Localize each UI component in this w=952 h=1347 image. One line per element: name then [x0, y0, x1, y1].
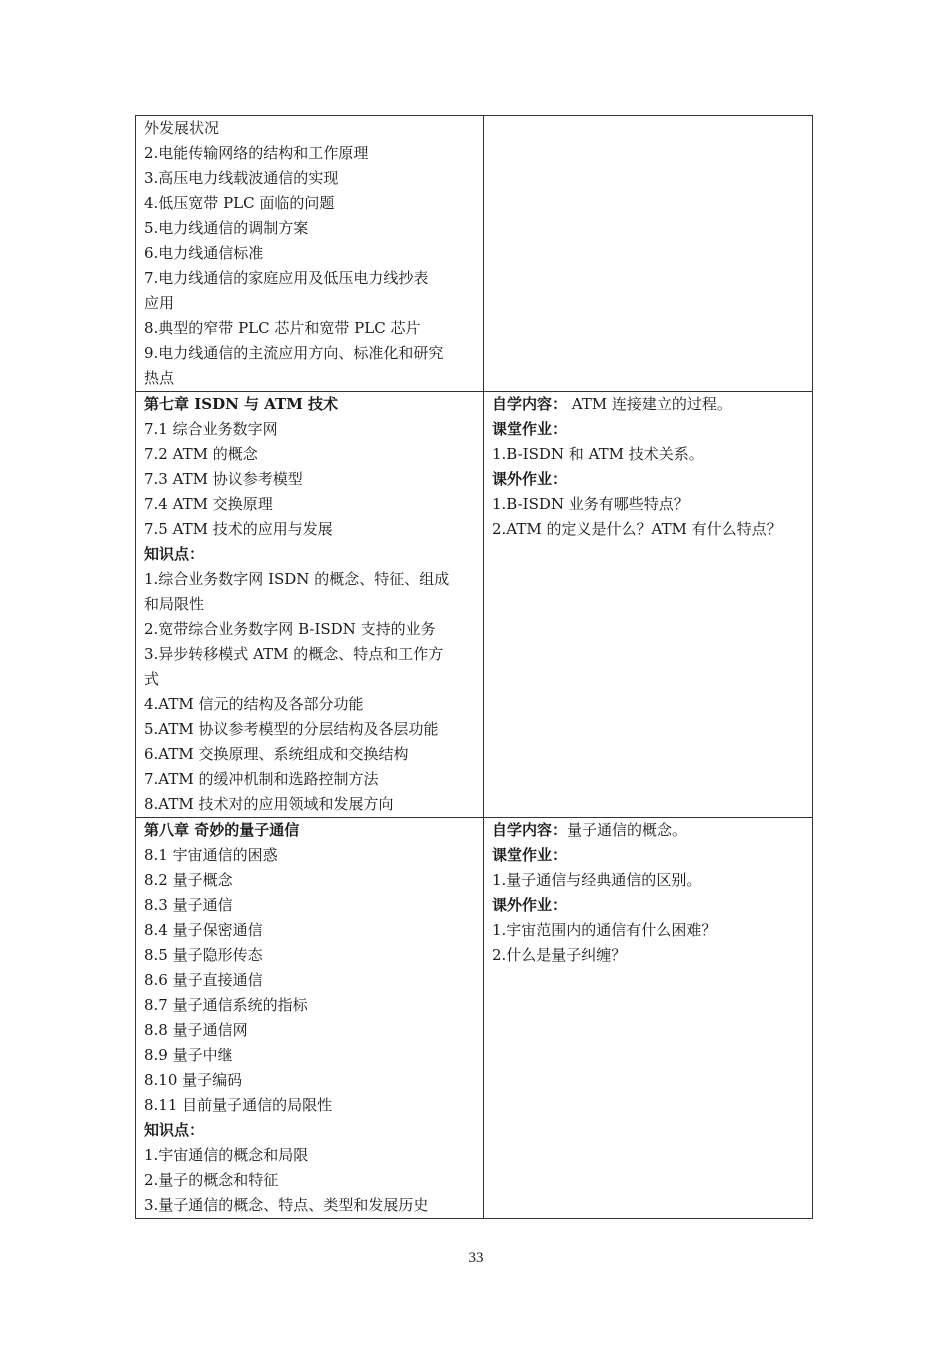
content-line: 7.2 ATM 的概念 — [144, 445, 258, 463]
content-line: 7.ATM 的缓冲机制和选路控制方法 — [144, 770, 379, 788]
content-line: 外发展状况 — [144, 119, 220, 137]
content-line: 8.ATM 技术对的应用领域和发展方向 — [144, 795, 394, 813]
content-line: 8.6 量子直接通信 — [144, 971, 263, 989]
assignment-line — [492, 818, 806, 843]
content-line: 和局限性 — [144, 595, 205, 613]
content-line: 8.7 量子通信系统的指标 — [144, 996, 308, 1014]
table-row — [136, 116, 813, 392]
content-line: 7.5 ATM 技术的应用与发展 — [144, 520, 333, 538]
content-line: 式 — [144, 670, 160, 688]
content-line: 6.ATM 交换原理、系统组成和交换结构 — [144, 745, 409, 763]
assignment-text: 1.B-ISDN 业务有哪些特点？ — [492, 495, 689, 513]
assignment-label: 课外作业： — [492, 896, 568, 914]
content-line: 7.1 综合业务数字网 — [144, 420, 278, 438]
content-line: 6.电力线通信标准 — [144, 244, 264, 262]
chapter-content-cell — [136, 392, 484, 818]
assignment-text: 量子通信的概念。 — [567, 821, 688, 839]
assignment-line — [492, 417, 806, 442]
content-line: 2.电能传输网络的结构和工作原理 — [144, 144, 369, 162]
assignment-line — [492, 392, 806, 417]
assignment-label: 课堂作业： — [492, 846, 568, 864]
content-line: 4.低压宽带 PLC 面临的问题 — [144, 194, 335, 212]
assignment-cell — [484, 392, 813, 818]
assignment-text: 1.B-ISDN 和 ATM 技术关系。 — [492, 445, 704, 463]
content-line: 5.ATM 协议参考模型的分层结构及各层功能 — [144, 720, 439, 738]
page-number: 33 — [468, 1250, 484, 1266]
section-heading: 第八章 奇妙的量子通信 — [144, 821, 300, 839]
content-line: 3.量子通信的概念、特点、类型和发展历史 — [144, 1196, 429, 1214]
assignment-line — [492, 467, 806, 492]
assignment-cell — [484, 116, 813, 392]
content-line: 2.量子的概念和特征 — [144, 1171, 279, 1189]
assignment-line — [492, 517, 806, 542]
assignment-text: 2.ATM 的定义是什么？ATM 有什么特点？ — [492, 520, 782, 538]
content-line: 1.综合业务数字网 ISDN 的概念、特征、组成 — [144, 570, 450, 588]
assignment-line — [492, 893, 806, 918]
content-line: 3.异步转移模式 ATM 的概念、特点和工作方 — [144, 645, 444, 663]
section-heading: 知识点： — [144, 1121, 205, 1139]
content-line: 2.宽带综合业务数字网 B-ISDN 支持的业务 — [144, 620, 436, 638]
content-line: 热点 — [144, 369, 175, 387]
content-line: 应用 — [144, 294, 175, 312]
content-line: 7.4 ATM 交换原理 — [144, 495, 273, 513]
content-line: 8.1 宇宙通信的困惑 — [144, 846, 278, 864]
section-heading: 知识点： — [144, 545, 205, 563]
chapter-content-cell — [136, 818, 484, 1219]
content-line: 8.10 量子编码 — [144, 1071, 243, 1089]
assignment-label: 课外作业： — [492, 470, 568, 488]
content-line: 8.8 量子通信网 — [144, 1021, 248, 1039]
assignment-line — [492, 918, 806, 943]
assignment-label: 自学内容： — [492, 821, 568, 839]
content-line: 8.2 量子概念 — [144, 871, 233, 889]
assignment-label: 课堂作业： — [492, 420, 568, 438]
assignment-line — [492, 943, 806, 968]
section-heading: 第七章 ISDN 与 ATM 技术 — [144, 395, 339, 413]
content-line: 8.9 量子中继 — [144, 1046, 233, 1064]
content-line: 8.5 量子隐形传态 — [144, 946, 263, 964]
assignment-cell — [484, 818, 813, 1219]
chapter-content-cell — [136, 116, 484, 392]
content-line: 4.ATM 信元的结构及各部分功能 — [144, 695, 364, 713]
content-line: 9.电力线通信的主流应用方向、标准化和研究 — [144, 344, 444, 362]
content-line: 7.3 ATM 协议参考模型 — [144, 470, 303, 488]
assignment-text: 1.量子通信与经典通信的区别。 — [492, 871, 702, 889]
assignment-line — [492, 492, 806, 517]
content-line: 8.11 目前量子通信的局限性 — [144, 1096, 333, 1114]
assignment-label: 自学内容： — [492, 395, 568, 413]
assignment-text: 1.宇宙范围内的通信有什么困难？ — [492, 921, 717, 939]
table-row — [136, 818, 813, 1219]
content-line: 3.高压电力线载波通信的实现 — [144, 169, 339, 187]
table-row — [136, 392, 813, 818]
assignment-text: ATM 连接建立的过程。 — [567, 395, 732, 413]
content-line: 1.宇宙通信的概念和局限 — [144, 1146, 309, 1164]
content-line: 8.3 量子通信 — [144, 896, 233, 914]
assignment-line — [492, 868, 806, 893]
content-line: 7.电力线通信的家庭应用及低压电力线抄表 — [144, 269, 429, 287]
content-line: 5.电力线通信的调制方案 — [144, 219, 309, 237]
content-line: 8.典型的窄带 PLC 芯片和宽带 PLC 芯片 — [144, 319, 421, 337]
assignment-text: 2.什么是量子纠缠？ — [492, 946, 627, 964]
assignment-line — [492, 843, 806, 868]
assignment-line — [492, 442, 806, 467]
content-line: 8.4 量子保密通信 — [144, 921, 263, 939]
syllabus-table — [135, 115, 813, 1219]
